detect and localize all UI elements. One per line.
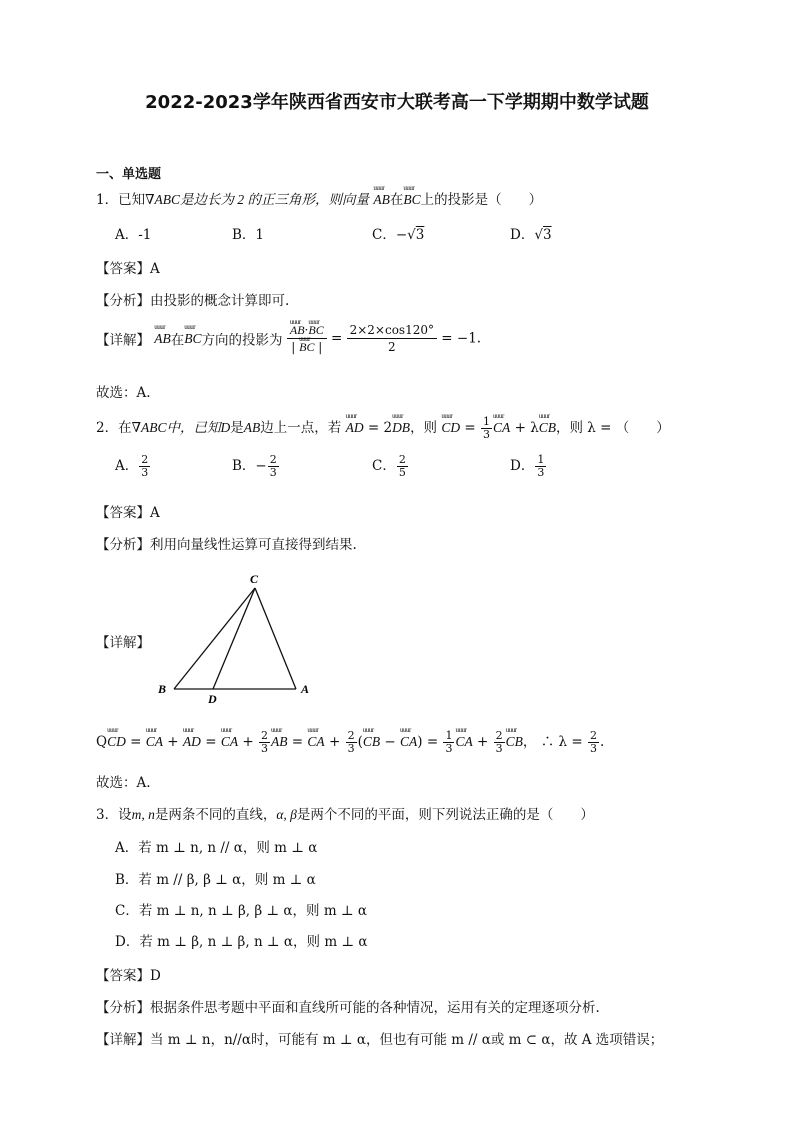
q2-option-d: D． $\frac{1}{3}$ xyxy=(510,453,545,479)
q1-analysis: 【分析】由投影的概念计算即可. xyxy=(96,293,290,309)
q2-option-a: A． $\frac{2}{3}$ xyxy=(115,453,149,479)
label-b: B xyxy=(158,682,167,696)
q3-option-b: B．若 m // β, β ⊥ α，则 m ⊥ α xyxy=(115,872,316,888)
q1-answer: 【答案】A xyxy=(96,261,160,277)
label-a: A xyxy=(301,682,310,696)
segment-bc xyxy=(174,588,255,689)
q2-analysis: 【分析】利用向量线性运算可直接得到结果. xyxy=(96,537,357,553)
segment-ca xyxy=(255,588,296,689)
q2-detail-label: 【详解】 xyxy=(96,635,150,651)
q3-option-d: D．若 m ⊥ β, n ⊥ β, n ⊥ α，则 m ⊥ α xyxy=(115,934,368,950)
q2-stem: 2．在∇ABC中，已知D是AB边上一点，若 uuur AD = 2uuur DB，则 uuur CD = $\frac{1}{3}$ uuur CA + λuuur CB，则 λ = （ ） xyxy=(96,416,670,441)
q1-option-d: D．√3 xyxy=(510,227,552,243)
q3-answer: 【答案】D xyxy=(96,968,161,984)
q3-option-a: A．若 m ⊥ n, n // α，则 m ⊥ α xyxy=(115,840,318,856)
q1-option-b: B．1 xyxy=(232,227,265,243)
q2-answer: 【答案】A xyxy=(96,505,160,521)
q3-analysis: 【分析】根据条件思考题中平面和直线所可能的各种情况，运用有关的定理逐项分析. xyxy=(96,1000,600,1016)
q1-option-c: C．−√3 xyxy=(372,227,425,243)
q2-choose: 故选：A. xyxy=(96,775,151,791)
page-title: 2022-2023学年陕西省西安市大联考高一下学期期中数学试题 xyxy=(145,92,649,113)
q3-detail: 【详解】当 m ⊥ n，n//α时，可能有 m ⊥ α，但也有可能 m // α或 m ⊂ α，故 A 选项错误； xyxy=(96,1032,664,1048)
q3-option-c: C．若 m ⊥ n, n ⊥ β, β ⊥ α，则 m ⊥ α xyxy=(115,903,368,919)
q3-stem: 3．设m, n是两条不同的直线，α, β是两个不同的平面，则下列说法正确的是（ ） xyxy=(96,807,594,823)
segment-dc xyxy=(213,588,255,689)
q2-option-c: C． $\frac{2}{5}$ xyxy=(372,453,406,479)
q2-option-b: B．− $\frac{2}{3}$ xyxy=(232,453,277,479)
label-d: D xyxy=(208,692,217,706)
triangle-figure xyxy=(150,568,320,708)
q1-choose: 故选：A. xyxy=(96,385,151,401)
section-heading: 一、单选题 xyxy=(96,167,162,182)
q1-stem: 1．已知∇ABC是边长为 2 的正三角形，则向量 uuur AB在uuur BC上的投影是（ ） xyxy=(96,188,542,208)
q2-derivation: Quuur CD = uuur CA + uuur AD = uuur CA + $\frac{2}{3}$ uuur AB = uuur CA + $\frac{2}{3}$ (uuur CB − uuur CA) = $\frac{1}{3}$ uuur CA + $\frac{2}{3}$ uuur CB， ∴ λ = $\frac{2}{3}$ . xyxy=(96,730,604,755)
label-c: C xyxy=(250,572,259,586)
q1-detail: 【详解】 uuur AB在uuur BC方向的投影为 uuur $\frac{\text{AB·uuur BC}}{\text{| uuur BC |}}$ = $\frac{2\times 2\times\cos 120^\circ}{2}$ = −1. xyxy=(96,322,481,355)
q1-option-a: A．-1 xyxy=(115,227,152,243)
